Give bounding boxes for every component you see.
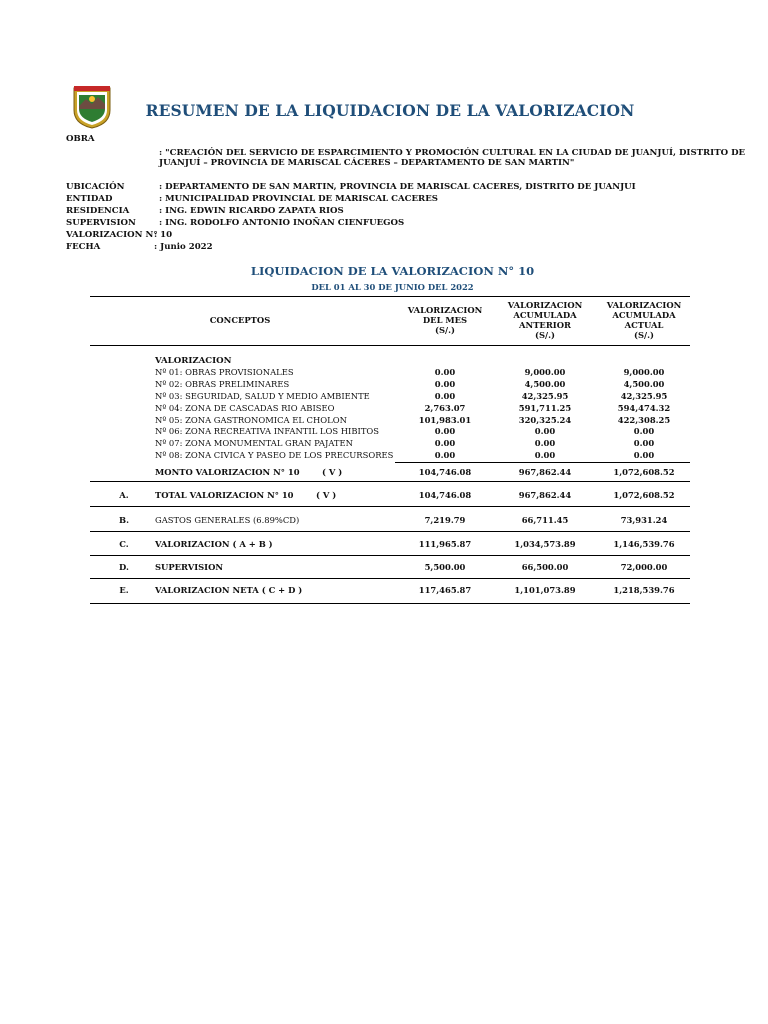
row-divider	[90, 531, 690, 532]
summary-row-b: B. GASTOS GENERALES (6.89%CD) 7,219.79 66,711.45 73,931.24	[119, 515, 668, 525]
table-row: Nº 03: SEGURIDAD, SALUD Y MEDIO AMBIENTE 0.00 42,325.95 42,325.95	[155, 391, 668, 401]
section-label-valorizacion: VALORIZACION	[155, 356, 232, 366]
table-row: Nº 07: ZONA MONUMENTAL GRAN PAJATEN 0.00 0.00 0.00	[155, 438, 655, 448]
period-subtitle: DEL 01 AL 30 DE JUNIO DEL 2022	[311, 282, 474, 292]
table-row: Nº 06: ZONA RECREATIVA INFANTIL LOS HIBITOS 0.00 0.00 0.00	[155, 426, 655, 436]
row-divider	[90, 555, 690, 556]
obra-label: OBRA	[66, 134, 95, 144]
table-top-border	[90, 296, 690, 297]
table-row: Nº 04: ZONA DE CASCADAS RIO ABISEO 2,763.07 591,711.25 594,474.32	[155, 403, 671, 413]
liquidacion-subtitle: LIQUIDACION DE LA VALORIZACION N° 10	[250, 264, 535, 278]
monto-row: MONTO VALORIZACION N° 10 ( V ) 104,746.08 967,862.44 1,072,608.52	[155, 467, 675, 477]
summary-row-e: E. VALORIZACION NETA ( C + D ) 117,465.87 1,101,073.89 1,218,539.76	[119, 585, 675, 595]
summary-row-d: D. SUPERVISION 5,500.00 66,500.00 72,000.00	[119, 562, 668, 572]
summary-row-a: A. TOTAL VALORIZACION N° 10 ( V ) 104,746.08 967,862.44 1,072,608.52	[119, 490, 675, 500]
ubicacion-value: : DEPARTAMENTO DE SAN MARTIN, PROVINCIA DE MARISCAL CACERES, DISTRITO DE JUANJUI	[159, 182, 636, 192]
row-divider	[90, 481, 690, 482]
table-bottom-border	[90, 603, 690, 604]
obra-value-line2: JUANJUÍ – PROVINCIA DE MARISCAL CÁCERES – DEPARTAMENTO DE SAN MARTIN"	[159, 158, 575, 168]
row-divider	[90, 578, 690, 579]
table-row: Nº 01: OBRAS PROVISIONALES 0.00 9,000.00 9,000.00	[155, 367, 665, 377]
ubicacion-label: UBICACIÓN	[66, 182, 125, 192]
header-col-anterior: VALORIZACION ACUMULADA ANTERIOR (S/.)	[507, 300, 583, 340]
residencia-value: : ING. EDWIN RICARDO ZAPATA RIOS	[159, 206, 344, 216]
summary-row-c: C. VALORIZACION ( A + B ) 111,965.87 1,034,573.89 1,146,539.76	[119, 539, 675, 549]
table-row: Nº 08: ZONA CIVICA Y PASEO DE LOS PRECURSORES 0.00 0.00 0.00	[155, 450, 655, 460]
supervision-value: : ING. RODOLFO ANTONIO INOÑAN CIENFUEGOS	[159, 218, 405, 228]
header-col-actual: VALORIZACION ACUMULADA ACTUAL (S/.)	[606, 300, 682, 340]
obra-value-line1: : "CREACIÓN DEL SERVICIO DE ESPARCIMIENTO Y PROMOCIÓN CULTURAL EN LA CIUDAD DE JUANJUÍ, DISTRITO DE	[159, 148, 746, 158]
row-divider	[90, 506, 690, 507]
fecha-value: : Junio 2022	[154, 242, 213, 252]
page-title: RESUMEN DE LA LIQUIDACION DE LA VALORIZACION	[145, 101, 635, 120]
valorizacion-number-value: : 10	[154, 230, 173, 240]
subtotal-line	[395, 462, 690, 463]
header-col-mes: VALORIZACION DEL MES (S/.)	[407, 305, 483, 335]
supervision-label: SUPERVISION	[66, 218, 136, 228]
header-bottom-border	[90, 345, 690, 346]
entidad-label: ENTIDAD	[66, 194, 113, 204]
table-row: Nº 02: OBRAS PRELIMINARES 0.00 4,500.00 4,500.00	[155, 379, 665, 389]
header-conceptos: CONCEPTOS	[209, 315, 271, 325]
valorizacion-number-label: VALORIZACION N°	[66, 230, 158, 240]
table-row: Nº 05: ZONA GASTRONOMICA EL CHOLON 101,983.01 320,325.24 422,308.25	[155, 415, 671, 425]
municipality-seal-logo	[68, 82, 116, 130]
residencia-label: RESIDENCIA	[66, 206, 130, 216]
fecha-label: FECHA	[66, 242, 101, 252]
entidad-value: : MUNICIPALIDAD PROVINCIAL DE MARISCAL CACERES	[159, 194, 438, 204]
